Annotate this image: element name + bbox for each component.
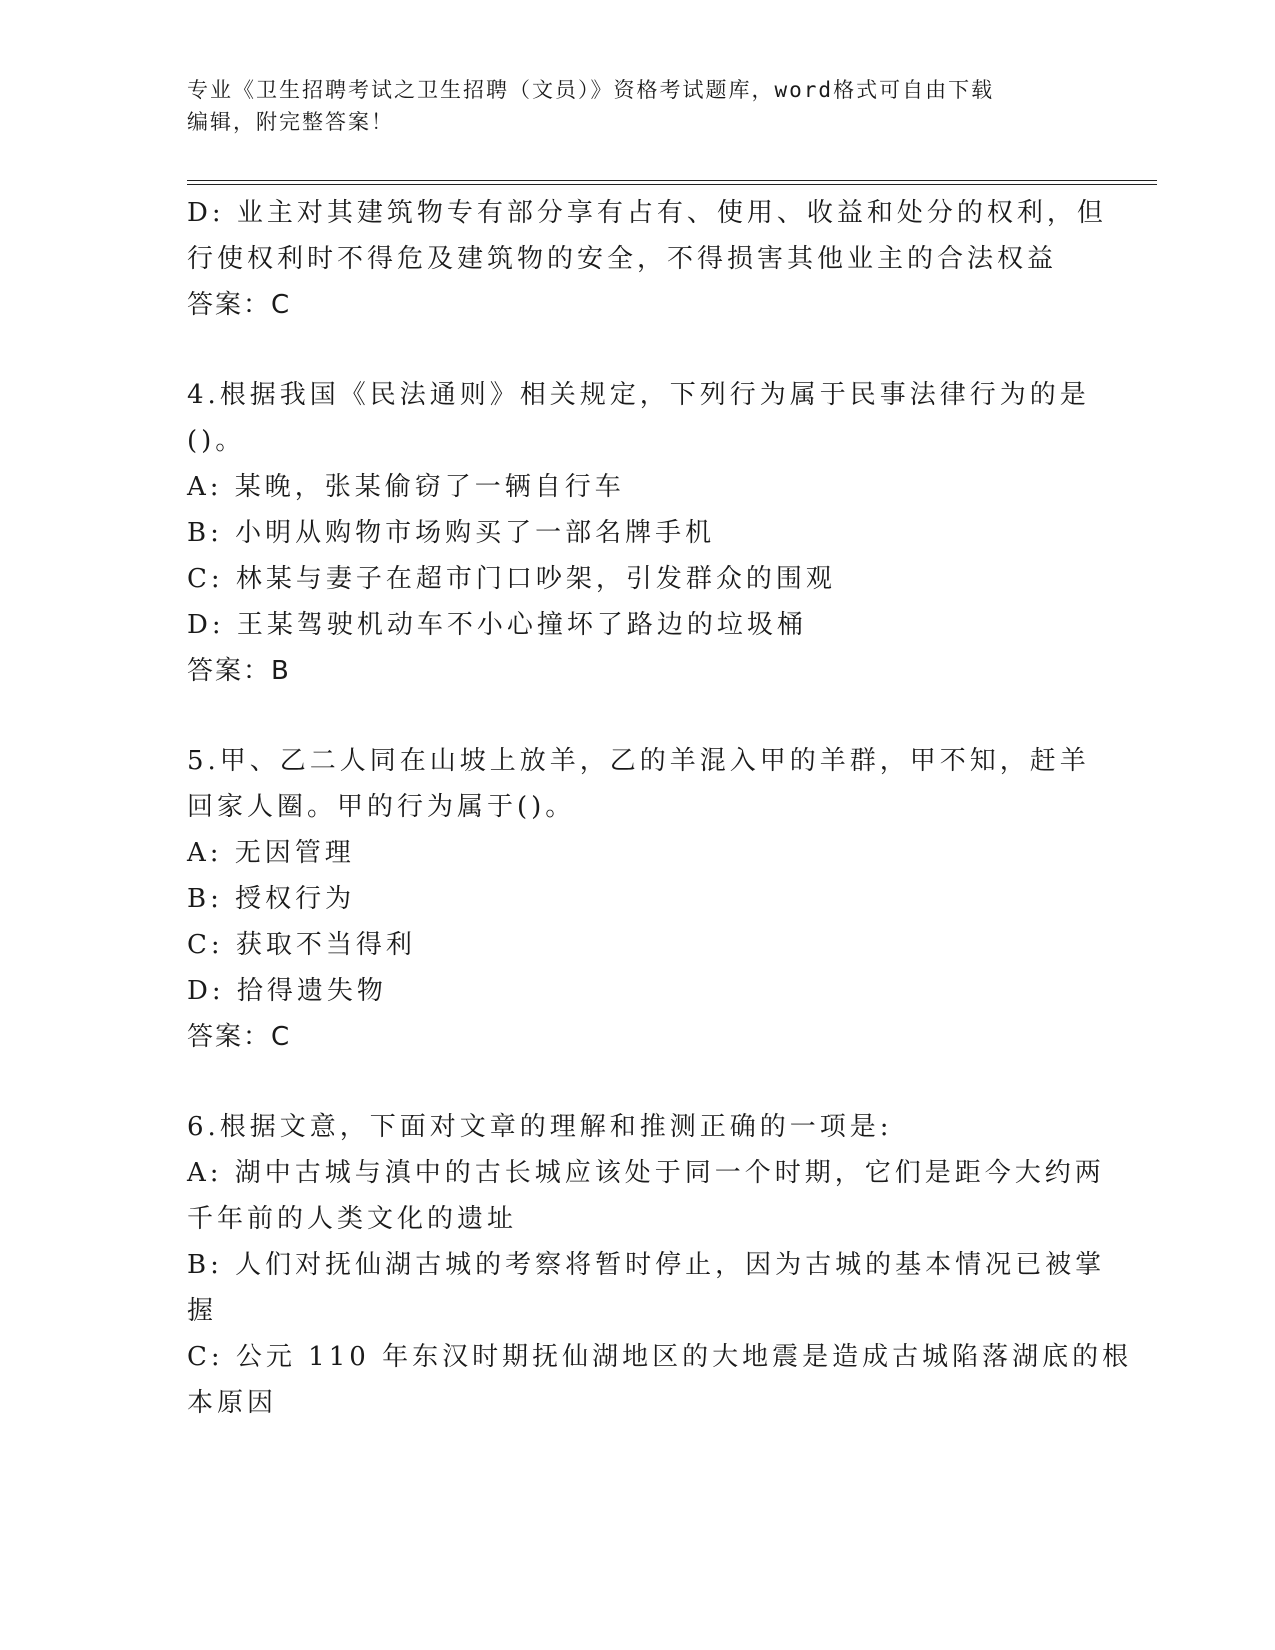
option-c-continued: 本原因 bbox=[187, 1388, 278, 1418]
question-text: 回家人圈。甲的行为属于()。 bbox=[187, 792, 576, 822]
option-b: B: 人们对抚仙湖古城的考察将暂时停止，因为古城的基本情况已被掌 bbox=[187, 1250, 1106, 1280]
option-line: 行使权利时不得危及建筑物的安全，不得损害其他业主的合法权益 bbox=[187, 244, 1058, 274]
option-d: D: 拾得遗失物 bbox=[187, 976, 387, 1006]
answer-line: 答案：C bbox=[187, 1022, 292, 1052]
question-text: 5.甲、乙二人同在山坡上放羊，乙的羊混入甲的羊群，甲不知，赶羊 bbox=[187, 746, 1090, 776]
option-a: A: 某晚，张某偷窃了一辆自行车 bbox=[187, 472, 625, 502]
question-text: 6.根据文意，下面对文章的理解和推测正确的一项是: bbox=[187, 1112, 893, 1142]
header-line-1: 专业《卫生招聘考试之卫生招聘（文员）》资格考试题库，word格式可自由下载 bbox=[187, 78, 995, 102]
option-b-continued: 握 bbox=[187, 1296, 218, 1326]
page-header bbox=[187, 74, 1067, 138]
option-a: A: 无因管理 bbox=[187, 838, 355, 868]
option-c: C: 公元 110 年东汉时期抚仙湖地区的大地震是造成古城陷落湖底的根 bbox=[187, 1342, 1133, 1372]
option-b: B: 授权行为 bbox=[187, 884, 356, 914]
answer-line: 答案：B bbox=[187, 656, 291, 686]
option-c: C: 林某与妻子在超市门口吵架，引发群众的围观 bbox=[187, 564, 836, 594]
spacer bbox=[187, 694, 1077, 738]
question-text: ()。 bbox=[187, 426, 246, 456]
question-block-6 bbox=[187, 1104, 1133, 1426]
option-a-continued: 千年前的人类文化的遗址 bbox=[187, 1204, 518, 1234]
question-block-4 bbox=[187, 372, 1090, 694]
header-rule-bottom bbox=[187, 184, 1157, 185]
header-line-2: 编辑，附完整答案！ bbox=[187, 110, 394, 134]
option-d: D: 王某驾驶机动车不小心撞坏了路边的垃圾桶 bbox=[187, 610, 807, 640]
option-c: C: 获取不当得利 bbox=[187, 930, 416, 960]
option-line: D: 业主对其建筑物专有部分享有占有、使用、收益和处分的权利，但 bbox=[187, 198, 1107, 228]
question-text: 4.根据我国《民法通则》相关规定，下列行为属于民事法律行为的是 bbox=[187, 380, 1090, 410]
spacer bbox=[187, 328, 1077, 372]
option-a: A: 湖中古城与滇中的古长城应该处于同一个时期，它们是距今大约两 bbox=[187, 1158, 1105, 1188]
header-rule-top bbox=[187, 180, 1157, 181]
question-block-3 bbox=[187, 190, 1107, 328]
answer-line: 答案：C bbox=[187, 290, 292, 320]
question-content bbox=[187, 190, 1133, 1426]
spacer bbox=[187, 1060, 1077, 1104]
option-b: B: 小明从购物市场购买了一部名牌手机 bbox=[187, 518, 716, 548]
question-block-5 bbox=[187, 738, 1090, 1060]
